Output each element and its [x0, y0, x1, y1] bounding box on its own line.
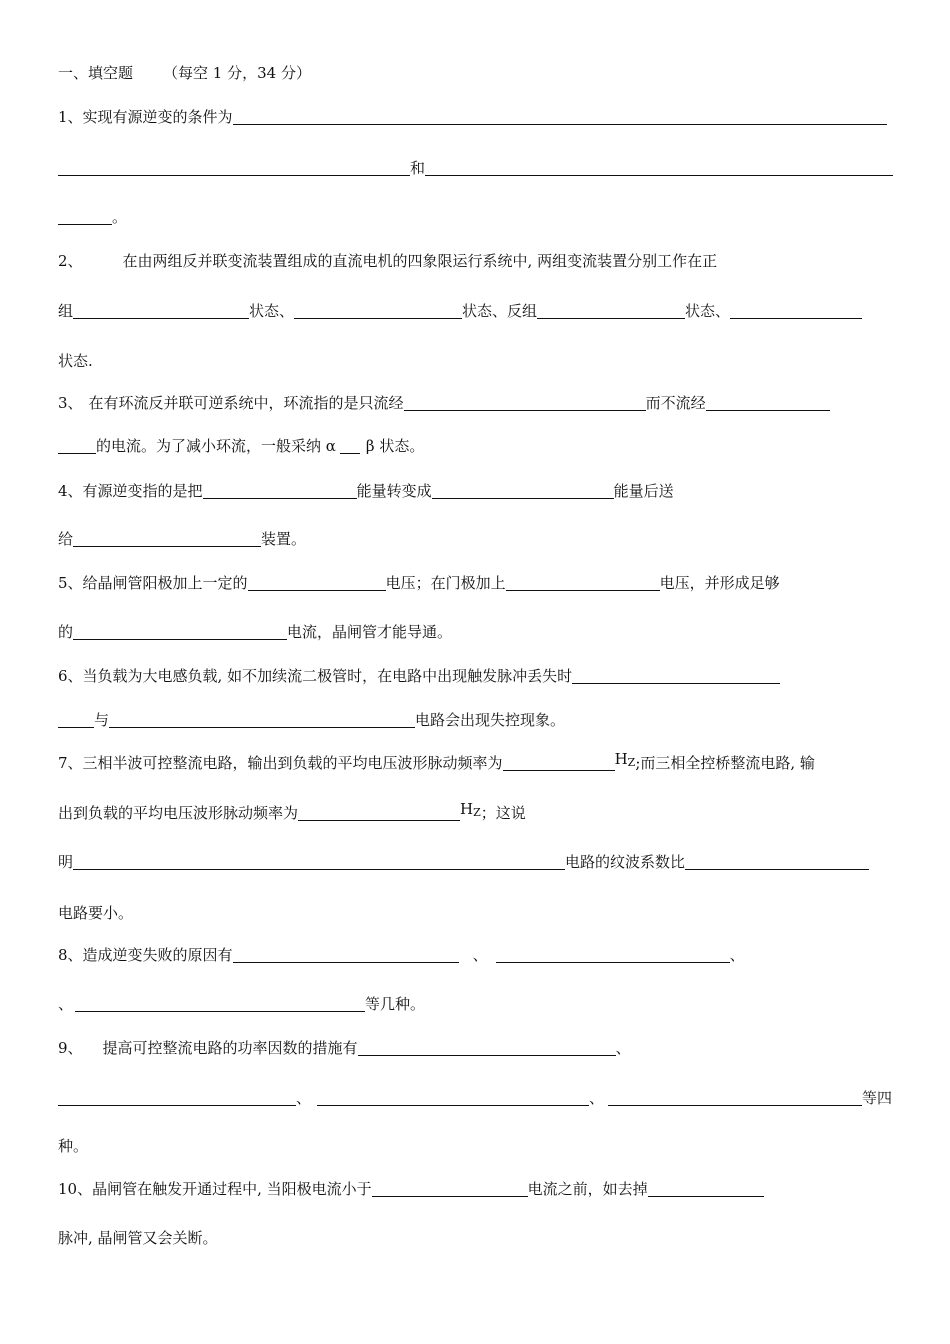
question-text: 实现有源逆变的条件为 — [82, 108, 233, 126]
question-7-line-1 — [58, 752, 815, 774]
question-3-line-1 — [58, 392, 830, 414]
question-9-line-1 — [58, 1037, 631, 1059]
question-7-line-4 — [58, 902, 133, 924]
answer-blank[interactable] — [572, 667, 780, 684]
answer-blank[interactable] — [75, 995, 365, 1012]
question-10-line-1 — [58, 1178, 764, 1200]
question-number: 1、 — [58, 108, 83, 126]
answer-blank[interactable] — [73, 623, 287, 640]
question-2-line-1 — [58, 250, 717, 272]
answer-blank[interactable] — [425, 159, 893, 176]
question-9-line-2 — [58, 1087, 892, 1109]
question-text: 晶闸管在触发开通过程中, 当阳极电流小于 — [92, 1180, 372, 1198]
question-4-line-2 — [58, 528, 306, 550]
question-text: 状态、 — [249, 302, 295, 320]
question-text: 在由两组反并联变流装置组成的直流电机的四象限运行系统中, 两组变流装置分别工作在正 — [122, 252, 718, 270]
question-10-line-2 — [58, 1227, 218, 1249]
answer-blank[interactable] — [233, 108, 887, 125]
question-text: 电压；在门极加上 — [385, 574, 506, 592]
question-text: 电流，晶闸管才能导通。 — [287, 623, 453, 641]
question-number: 3、 — [58, 394, 83, 412]
question-8-line-2 — [58, 993, 425, 1015]
question-7-line-2 — [58, 802, 526, 824]
answer-blank[interactable] — [503, 754, 615, 771]
question-text: 装置。 — [261, 530, 307, 548]
question-text: 与 — [94, 711, 110, 729]
question-text: 而不流经 — [645, 394, 706, 412]
section-title: 一、填空题 — [58, 64, 134, 82]
question-text: 电压，并形成足够 — [659, 574, 780, 592]
question-1-line-1 — [58, 106, 887, 128]
question-text: 、 — [729, 946, 745, 964]
question-9-line-3 — [58, 1135, 88, 1157]
answer-blank[interactable] — [648, 1180, 764, 1197]
question-text: 脉冲, 晶闸管又会关断。 — [58, 1229, 218, 1247]
question-text: 等四 — [862, 1089, 893, 1107]
answer-blank[interactable] — [372, 1180, 528, 1197]
question-text: 给 — [58, 530, 74, 548]
question-4-line-1 — [58, 480, 674, 502]
answer-blank[interactable] — [706, 394, 830, 411]
answer-blank[interactable] — [203, 482, 357, 499]
question-text: 状态、 — [685, 302, 731, 320]
question-text: 电路要小。 — [58, 904, 134, 922]
answer-blank[interactable] — [496, 946, 730, 963]
question-text: 。 — [112, 208, 128, 226]
answer-blank[interactable] — [73, 302, 249, 319]
question-text: 状态. — [58, 352, 93, 370]
question-5-line-2 — [58, 621, 452, 643]
answer-blank[interactable] — [294, 302, 462, 319]
answer-blank[interactable] — [685, 853, 869, 870]
answer-blank[interactable] — [58, 711, 94, 728]
question-number: 6、 — [58, 667, 83, 685]
question-text: ；这说 — [480, 804, 526, 822]
answer-blank[interactable] — [537, 302, 685, 319]
question-2-line-3 — [58, 350, 93, 372]
question-5-line-1 — [58, 572, 780, 594]
answer-blank[interactable] — [317, 1089, 589, 1106]
unit-subscript: Z — [473, 806, 481, 819]
question-text: 的电流。为了减小环流，一般采纳 α — [96, 437, 336, 455]
question-number: 4、 — [58, 482, 83, 500]
question-text: 状态、反组 — [462, 302, 538, 320]
question-text: 能量转变成 — [356, 482, 432, 500]
answer-blank[interactable] — [58, 437, 96, 454]
answer-blank[interactable] — [58, 159, 410, 176]
question-text: ;而三相全控桥整流电路, 输 — [635, 754, 815, 772]
question-text: 提高可控整流电路的功率因数的措施有 — [102, 1039, 358, 1057]
answer-blank[interactable] — [358, 1039, 616, 1056]
answer-blank[interactable] — [730, 302, 862, 319]
unit-hz — [615, 748, 636, 774]
question-number: 8、 — [58, 946, 83, 964]
question-text: 种。 — [58, 1137, 89, 1155]
answer-blank[interactable] — [506, 574, 660, 591]
unit-hz — [460, 798, 481, 824]
question-text: 、 — [472, 946, 488, 964]
answer-blank[interactable] — [233, 946, 459, 963]
answer-blank[interactable] — [73, 530, 261, 547]
question-text: 和 — [410, 159, 426, 177]
question-text: 三相半波可控整流电路，输出到负载的平均电压波形脉动频率为 — [82, 754, 503, 772]
question-text: 、 — [296, 1089, 312, 1107]
question-text: 出到负载的平均电压波形脉动频率为 — [58, 804, 299, 822]
answer-blank[interactable] — [58, 1089, 296, 1106]
question-text: 电路会出现失控现象。 — [415, 711, 566, 729]
unit-subscript: Z — [627, 756, 636, 769]
question-number: 7、 — [58, 754, 83, 772]
question-text: 当负载为大电感负载, 如不加续流二极管时，在电路中出现触发脉冲丢失时 — [82, 667, 573, 685]
answer-blank[interactable] — [432, 482, 614, 499]
question-6-line-2 — [58, 709, 565, 731]
question-text: β 状态。 — [365, 437, 425, 455]
section-header — [58, 62, 311, 84]
question-text: 有源逆变指的是把 — [82, 482, 203, 500]
question-text: 组 — [58, 302, 74, 320]
question-text: 给晶闸管阳极加上一定的 — [82, 574, 248, 592]
question-7-line-3 — [58, 851, 869, 873]
unit-letter: H — [460, 800, 474, 818]
unit-letter: H — [614, 750, 628, 768]
question-number: 10、 — [58, 1180, 93, 1198]
question-2-line-2 — [58, 300, 862, 322]
section-score: （每空 1 分，34 分） — [163, 64, 311, 82]
question-1-line-3 — [58, 206, 127, 228]
answer-blank[interactable] — [58, 208, 112, 225]
question-text: 的 — [58, 623, 74, 641]
question-6-line-1 — [58, 665, 780, 687]
answer-blank[interactable] — [340, 437, 360, 454]
question-text: 造成逆变失败的原因有 — [82, 946, 233, 964]
answer-blank[interactable] — [109, 711, 415, 728]
question-text: 、 — [615, 1039, 631, 1057]
question-3-line-2 — [58, 435, 424, 457]
answer-blank[interactable] — [608, 1089, 862, 1106]
question-number: 2、 — [58, 252, 83, 270]
answer-blank[interactable] — [248, 574, 386, 591]
question-8-line-1 — [58, 944, 745, 966]
answer-blank[interactable] — [73, 853, 565, 870]
question-text: 电路的纹波系数比 — [565, 853, 686, 871]
question-text: 、 — [589, 1089, 605, 1107]
question-text: 在有环流反并联可逆系统中，环流指的是只流经 — [88, 394, 404, 412]
question-text: 等几种。 — [365, 995, 426, 1013]
question-1-line-2 — [58, 157, 893, 179]
question-text: 、 — [58, 995, 74, 1013]
question-number: 9、 — [58, 1039, 83, 1057]
question-text: 能量后送 — [613, 482, 674, 500]
answer-blank[interactable] — [298, 804, 460, 821]
question-number: 5、 — [58, 574, 83, 592]
question-text: 明 — [58, 853, 74, 871]
question-text: 电流之前，如去掉 — [527, 1180, 648, 1198]
answer-blank[interactable] — [404, 394, 646, 411]
